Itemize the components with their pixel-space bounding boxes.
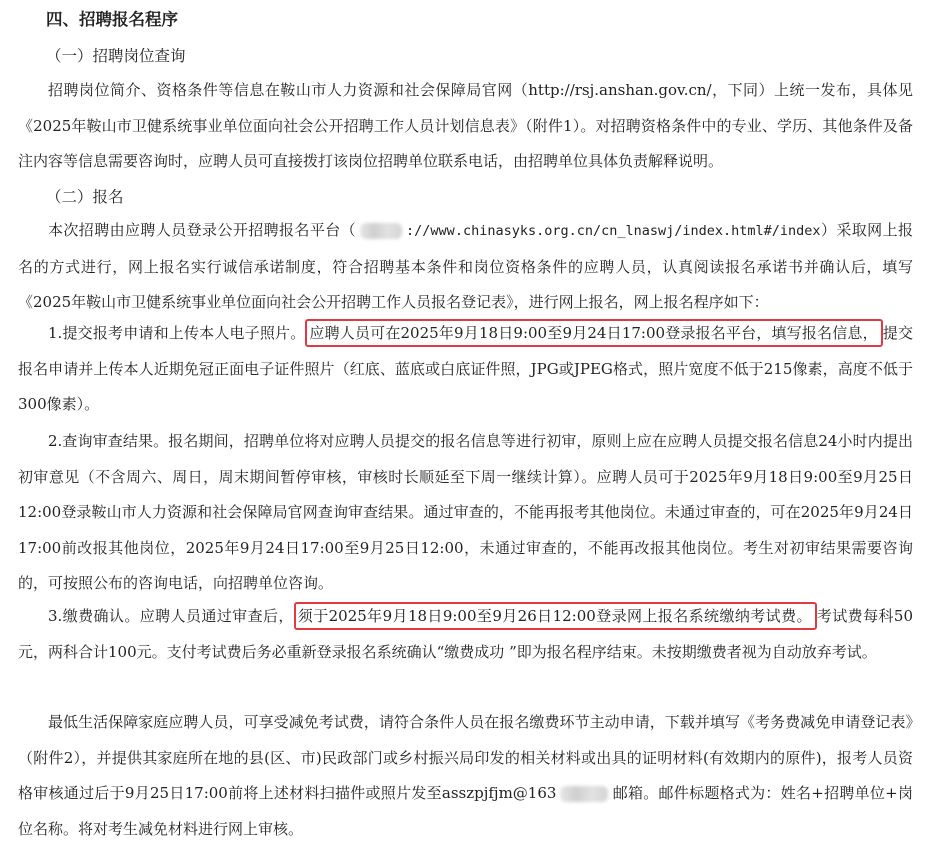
step3-text-a: 3.缴费确认。应聘人员通过审查后，: [48, 607, 294, 625]
redacted-email-domain: [560, 786, 608, 802]
highlight-box-registration-period: 应聘人员可在2025年9月18日9:00至9月24日17:00登录报名平台，填写报名信息，: [305, 319, 882, 347]
step1-text-b: 提交报名申请并上传本人近期免冠正面电子证件照片（红底、蓝底或白底证件照，JPG或JPEG格式，照片宽度不低于215像素，高度不低于300像素）。: [18, 324, 913, 414]
fee-waiver-text-a: 最低生活保障家庭应聘人员，可享受减免考试费，请符合条件人员在报名缴费环节主动申请，下载并填写《考务费减免申请登记表》（附件2），并提供其家庭所在地的县(区、市)民政部门或乡村振兴局印发的相关材料或出具的证明材料(有效期内的原件)，报考人员资格审核通过后于9月25日17:00前将上述材料扫描件或照片发至asszpjfjm@163: [18, 713, 913, 803]
paragraph-step-2: 2.查询审查结果。报名期间，招聘单位将对应聘人员提交的报名信息等进行初审，原则上应在应聘人员提交报名信息24小时内提出初审意见（不含周六、周日，周末期间暂停审核，审核时长顺延至下周一继续计算）。应聘人员可于2025年9月18日9:00至9月25日12:00登录鞍山市人力资源和社会保障局官网查询审查结果。通过审查的，不能再报考其他岗位。未通过审查的，可在2025年9月24日17:00前改报其他岗位，2025年9月24日17:00至9月25日12:00，未通过审查的，不能再改报其他岗位。考生对初审结果需要咨询的，可按照公布的咨询电话，向招聘单位咨询。: [18, 432, 913, 593]
redacted-url-prefix: [360, 223, 402, 239]
paragraph-registration-intro: [18, 213, 913, 321]
highlight-box-payment-period: 须于2025年9月18日9:00至9月26日12:00登录网上报名系统缴纳考试费。: [294, 602, 817, 630]
paragraph-step-1: [18, 316, 913, 423]
paragraph-step-3: [18, 599, 913, 670]
intro-text-b: ）采取网上报名的方式进行，网上报名实行诚信承诺制度，符合招聘基本条件和岗位资格条件的应聘人员，认真阅读报名承诺书并确认后，填写《2025年鞍山市卫健系统事业单位面向社会公开招聘工作人员报名登记表》，进行网上报名，网上报名程序如下：: [18, 221, 913, 312]
step1-text-a: 1.提交报考申请和上传本人电子照片。: [48, 324, 306, 342]
registration-platform-url: ://www.chinasyks.org.cn/cn_lnaswj/index.html#/index: [406, 223, 821, 239]
fee-waiver-text-b: 邮箱。邮件标题格式为：姓名+招聘单位+岗位名称。将对考生减免材料进行网上审核。: [18, 784, 913, 838]
step3-text-b: 考试费每科50元，两科合计100元。支付考试费后务必重新登录报名系统确认“缴费成功 ”即为报名程序结束。未按期缴费者视为自动放弃考试。: [18, 607, 913, 661]
paragraph-position-query: 招聘岗位简介、资格条件等信息在鞍山市人力资源和社会保障局官网（http://rsj.anshan.gov.cn/，下同）上统一发布，具体见《2025年鞍山市卫健系统事业单位面向社会公开招聘工作人员计划信息表》（附件1）。对招聘资格条件中的专业、学历、其他条件及备注内容等信息需要咨询时，应聘人员可直接拨打该岗位招聘单位联系电话，由招聘单位具体负责解释说明。: [18, 81, 913, 171]
subsection-title-registration: （二）报名: [46, 188, 124, 206]
subsection-title-position-query: （一）招聘岗位查询: [46, 47, 186, 65]
section-heading: 四、招聘报名程序: [46, 10, 178, 29]
intro-text-a: 本次招聘由应聘人员登录公开招聘报名平台（: [48, 221, 357, 239]
paragraph-fee-waiver: [18, 705, 913, 847]
